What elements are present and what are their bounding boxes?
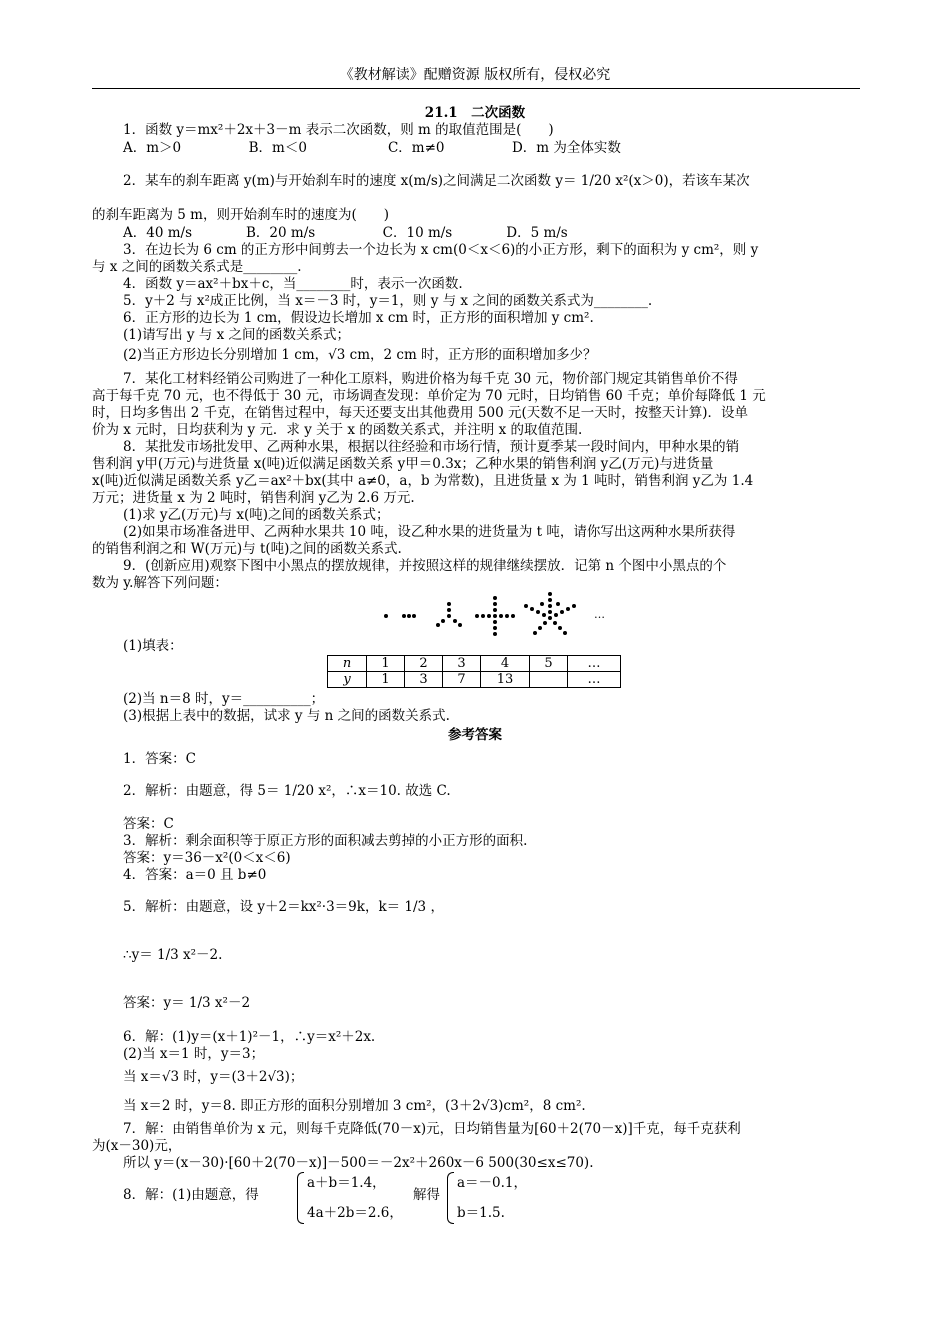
q9-part3: (3)根据上表中的数据，试求 y 与 n 之间的函数关系式. <box>123 708 450 724</box>
ans-8-sol2: b＝1.5. <box>457 1205 505 1221</box>
table-cell: 1 <box>367 672 405 688</box>
q5-stem: 5．y＋2 与 x²成正比例，当 x＝－3 时，y＝1，则 y 与 x 之间的函数关系式为________. <box>123 293 653 309</box>
q8-part2-cont: 的销售利润之和 W(万元)与 t(吨)之间的函数关系式. <box>92 541 402 557</box>
table-cell: 3 <box>405 672 443 688</box>
q1-options: A．m＞0 B．m＜0 C．m≠0 D．m 为全体实数 <box>123 140 621 156</box>
ans-8-intro: 8．解：(1)由题意，得 <box>123 1187 259 1203</box>
q3-stem: 3．在边长为 6 cm 的正方形中间剪去一个边长为 x cm(0＜x＜6)的小正方形，剩下的面积为 y cm²，则 y <box>123 242 759 258</box>
table-cell: y <box>328 672 367 688</box>
ans-2-answer: 答案：C <box>123 816 174 832</box>
q8-stem-1: 8．某批发市场批发甲、乙两种水果，根据以往经验和市场行情，预计夏季某一段时间内，甲种水果的销 <box>123 439 740 455</box>
fill-in-table <box>327 655 621 688</box>
q8-stem-2: 售利润 y甲(万元)与进货量 x(吨)近似满足函数关系 y甲＝0.3x；乙种水果的销售利润 y乙(万元)与进货量 <box>92 456 714 472</box>
answers-title: 参考答案 <box>448 727 502 743</box>
q7-stem-2: 高于每千克 70 元，也不得低于 30 元，市场调查发现：单价定为 70 元时，日均销售 60 千克；单价每降低 1 元 <box>92 388 766 404</box>
q8-part2: (2)如果市场准备进甲、乙两种水果共 10 吨，设乙种水果的进货量为 t 吨，请你写出这两种水果所获得 <box>123 524 736 540</box>
q2-stem-cont: 的刹车距离为 5 m，则开始刹车时的速度为( ) <box>92 207 390 223</box>
table-cell: 3 <box>443 656 481 672</box>
ans-5-answer: 答案：y＝ 1/3 x²－2 <box>123 995 251 1011</box>
table-cell: n <box>328 656 367 672</box>
ans-6-part2: (2)当 x＝1 时，y＝3； <box>123 1046 265 1062</box>
ans-6-sqrt3: 当 x＝√3 时，y＝(3＋2√3)； <box>123 1069 304 1085</box>
q6-stem: 6．正方形的边长为 1 cm，假设边长增加 x cm 时，正方形的面积增加 y cm². <box>123 310 594 326</box>
table-cell: 13 <box>481 672 530 688</box>
table-cell: 4 <box>481 656 530 672</box>
page-header: 《教材解读》配赠资源 版权所有，侵权必究 <box>339 67 611 83</box>
ans-7-line2: 为(x－30)元， <box>92 1138 182 1154</box>
ans-4: 4．答案：a＝0 且 b≠0 <box>123 867 267 883</box>
q2-options: A．40 m/s B．20 m/s C．10 m/s D．5 m/s <box>123 225 568 241</box>
q7-stem-4: 价为 x 元时，日均获利为 y 元．求 y 关于 x 的函数关系式，并注明 x 的取值范围. <box>92 422 583 438</box>
q7-stem-3: 时，日均多售出 2 千克，在销售过程中，每天还要支出其他费用 500 元(天数不足一天时，按整天计算)．设单 <box>92 405 749 421</box>
q9-stem-2: 数为 y.解答下列问题： <box>92 575 228 591</box>
ans-3-analysis: 3．解析：剩余面积等于原正方形的面积减去剪掉的小正方形的面积. <box>123 833 528 849</box>
table-row <box>328 672 621 688</box>
ans-8-solve: 解得 <box>413 1187 440 1203</box>
ans-8-sol1: a＝－0.1， <box>457 1175 528 1191</box>
ans-8-eq2: 4a＋2b＝2.6， <box>307 1205 403 1221</box>
pattern-ellipsis: … <box>594 608 605 621</box>
ans-5-analysis: 5．解析：由题意，设 y＋2＝kx²·3＝9k，k＝ 1/3 ， <box>123 899 444 915</box>
table-row <box>328 656 621 672</box>
ans-7-line3: 所以 y＝(x－30)·[60＋2(70－x)]－500＝－2x²＋260x－6 500(30≤x≤70). <box>123 1155 594 1171</box>
ans-6-conclusion: 当 x＝2 时，y＝8. 即正方形的面积分别增加 3 cm²，(3＋2√3)cm²，8 cm². <box>123 1098 586 1114</box>
system-brace-left <box>297 1172 304 1224</box>
dot-pattern-figure <box>380 596 630 636</box>
table-cell: 1 <box>367 656 405 672</box>
ans-2-analysis: 2．解析：由题意，得 5＝ 1/20 x²，∴x＝10. 故选 C. <box>123 783 451 799</box>
header-rule <box>92 88 860 89</box>
q4-stem: 4．函数 y＝ax²＋bx＋c，当________时，表示一次函数. <box>123 276 463 292</box>
ans-5-derivation: ∴y＝ 1/3 x²－2. <box>123 947 223 963</box>
table-cell: 7 <box>443 672 481 688</box>
q8-stem-4: 万元；进货量 x 为 2 吨时，销售利润 y乙为 2.6 万元. <box>92 490 415 506</box>
q6-part1: (1)请写出 y 与 x 之间的函数关系式； <box>123 327 351 343</box>
ans-7-line1: 7．解：由销售单价为 x 元，则每千克降低(70－x)元，日均销售量为[60＋2(70－x)]千克，每千克获利 <box>123 1121 741 1137</box>
q9-stem-1: 9．(创新应用)观察下图中小黑点的摆放规律，并按照这样的规律继续摆放．记第 n 个图中小黑点的个 <box>123 558 727 574</box>
table-cell: … <box>568 672 621 688</box>
q2-stem: 2．某车的刹车距离 y(m)与开始刹车时的速度 x(m/s)之间满足二次函数 y＝ 1/20 x²(x＞0)，若该车某次 <box>123 173 750 189</box>
ans-1: 1．答案：C <box>123 751 196 767</box>
q6-part2: (2)当正方形边长分别增加 1 cm，√3 cm，2 cm 时，正方形的面积增加多少？ <box>123 347 597 363</box>
q3-stem-cont: 与 x 之间的函数关系式是________. <box>92 259 302 275</box>
section-title: 21.1 二次函数 <box>424 105 526 121</box>
q7-stem-1: 7．某化工材料经销公司购进了一种化工原料，购进价格为每千克 30 元，物价部门规定其销售单价不得 <box>123 371 738 387</box>
table-cell: … <box>568 656 621 672</box>
q1-stem: 1．函数 y＝mx²＋2x＋3－m 表示二次函数，则 m 的取值范围是( ) <box>123 122 554 138</box>
q9-part2: (2)当 n＝8 时，y＝__________； <box>123 691 325 707</box>
system-brace-right <box>447 1172 454 1224</box>
ans-3-answer: 答案：y＝36－x²(0＜x＜6) <box>123 850 291 866</box>
q8-stem-3: x(吨)近似满足函数关系 y乙＝ax²＋bx(其中 a≠0，a，b 为常数)，且进货量 x 为 1 吨时，销售利润 y乙为 1.4 <box>92 473 754 489</box>
table-cell: 2 <box>405 656 443 672</box>
table-cell <box>530 672 568 688</box>
ans-8-eq1: a＋b＝1.4， <box>307 1175 386 1191</box>
ans-6-part1: 6．解：(1)y＝(x＋1)²－1，∴y＝x²＋2x. <box>123 1029 376 1045</box>
q9-part1: (1)填表： <box>123 638 183 654</box>
q8-part1: (1)求 y乙(万元)与 x(吨)之间的函数关系式； <box>123 507 390 523</box>
table-cell: 5 <box>530 656 568 672</box>
